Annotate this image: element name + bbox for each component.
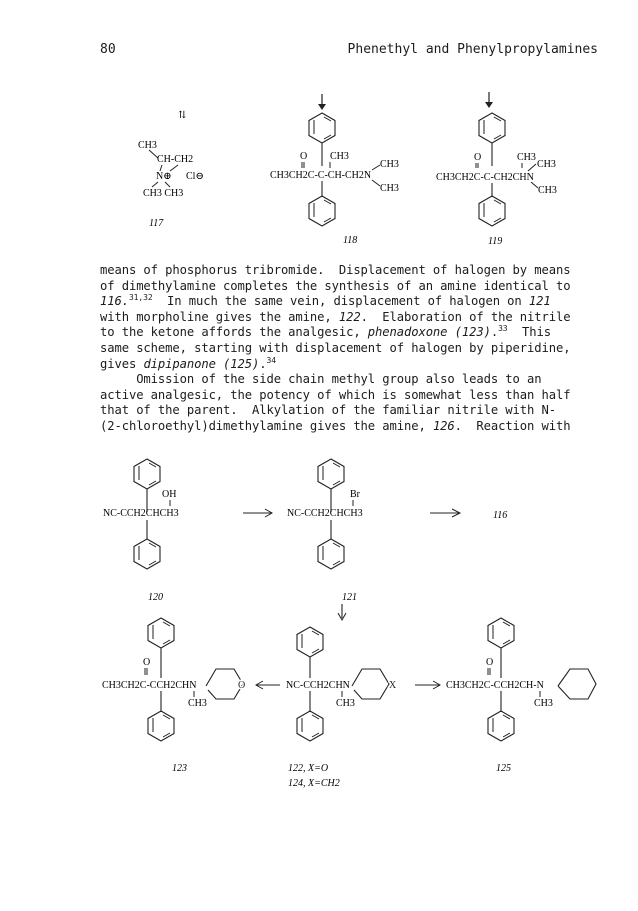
equilibrium-arrow: ⇅	[178, 110, 187, 121]
p1-line-3: 116.$^{31,32}$ In much the same vein, displacement of halogen on 121	[100, 293, 551, 309]
label-124: 124, X=CH2	[288, 778, 340, 789]
c125-ch3: CH3	[534, 698, 553, 709]
c122-ring-x: X	[389, 680, 397, 691]
c120-oh: OH	[162, 489, 177, 500]
c117-nplus: N⊕	[156, 171, 172, 182]
c119-ch3-top: CH3	[517, 152, 536, 163]
c123-ch3: CH3	[188, 698, 207, 709]
label-123: 123	[172, 763, 187, 774]
compound-125	[446, 618, 596, 774]
c118-oxygen: O	[300, 151, 308, 162]
compound-123	[102, 618, 245, 774]
c123-oxygen: O	[143, 657, 151, 668]
p1-line-7: gives dipipanone (125).$^{34}$	[100, 355, 276, 371]
p2-line-3: that of the parent. Alkylation of the familiar nitrile with N-	[100, 403, 556, 418]
c117-ch3: CH3	[138, 140, 157, 151]
label-121: 121	[342, 592, 357, 603]
c119-ch3-b: CH3	[538, 185, 557, 196]
c121-chain: NC-CCH2CHCH3	[287, 508, 363, 519]
c123-chain: CH3CH2C-CCH2CHN	[102, 680, 197, 691]
c122-chain: NC-CCH2CHN	[286, 680, 350, 691]
compound-121	[287, 459, 363, 620]
c119-chain: CH3CH2C-C-CH2CHN	[436, 172, 534, 183]
label-118: 118	[343, 235, 358, 246]
running-title: Phenethyl and Phenylpropylamines	[347, 42, 598, 57]
p1-line-6: same scheme, starting with displacement of halogen by piperidine,	[100, 340, 571, 355]
p1-line-4: with morpholine gives the amine, 122. Elaboration of the nitrile	[100, 309, 571, 324]
product-116: 116	[493, 510, 508, 521]
c118-ch3-top: CH3	[330, 151, 349, 162]
c125-oxygen: O	[486, 657, 494, 668]
label-122: 122, X=O	[288, 763, 329, 774]
p1-line-2: of dimethylamine completes the synthesis of an amine identical to	[100, 278, 571, 293]
compound-120	[103, 459, 179, 603]
p2-line-1: Omission of the side chain methyl group also leads to an	[100, 372, 542, 387]
c123-ring-oxygen: O	[238, 680, 246, 691]
body-text	[100, 263, 600, 435]
label-117: 117	[149, 218, 164, 229]
c117-chloride: Cl⊖	[186, 171, 204, 182]
c122-ch3: CH3	[336, 698, 355, 709]
p2-line-4: (2-chloroethyl)dimethylamine gives the amine, 126. Reaction with	[100, 418, 571, 433]
p2-line-2: active analgesic, the potency of which is somewhat less than half	[100, 387, 571, 402]
c119-oxygen: O	[474, 152, 482, 163]
c125-chain: CH3CH2C-CCH2CH-N	[446, 680, 544, 691]
page-number: 80	[100, 42, 116, 57]
c118-ch3-b: CH3	[380, 183, 399, 194]
c121-br: Br	[350, 489, 360, 500]
label-119: 119	[488, 236, 503, 247]
label-120: 120	[148, 592, 163, 603]
compound-119	[436, 92, 557, 247]
c117-bottom-methyls: CH3 CH3	[143, 188, 184, 199]
c120-chain: NC-CCH2CHCH3	[103, 508, 179, 519]
c119-ch3-right: CH3	[537, 159, 556, 170]
c117-ch-ch2: CH-CH2	[157, 154, 194, 165]
compound-117	[138, 140, 204, 229]
p1-line-5: to the ketone affords the analgesic, phenadoxone (123).$^{33}$ This	[100, 324, 551, 340]
c118-chain: CH3CH2C-C-CH-CH2N	[270, 170, 372, 181]
compound-118	[270, 94, 399, 246]
compound-122	[286, 627, 397, 789]
p1-line-1: means of phosphorus tribromide. Displacement of halogen by means	[100, 263, 571, 277]
label-125: 125	[496, 763, 511, 774]
c118-ch3-a: CH3	[380, 159, 399, 170]
